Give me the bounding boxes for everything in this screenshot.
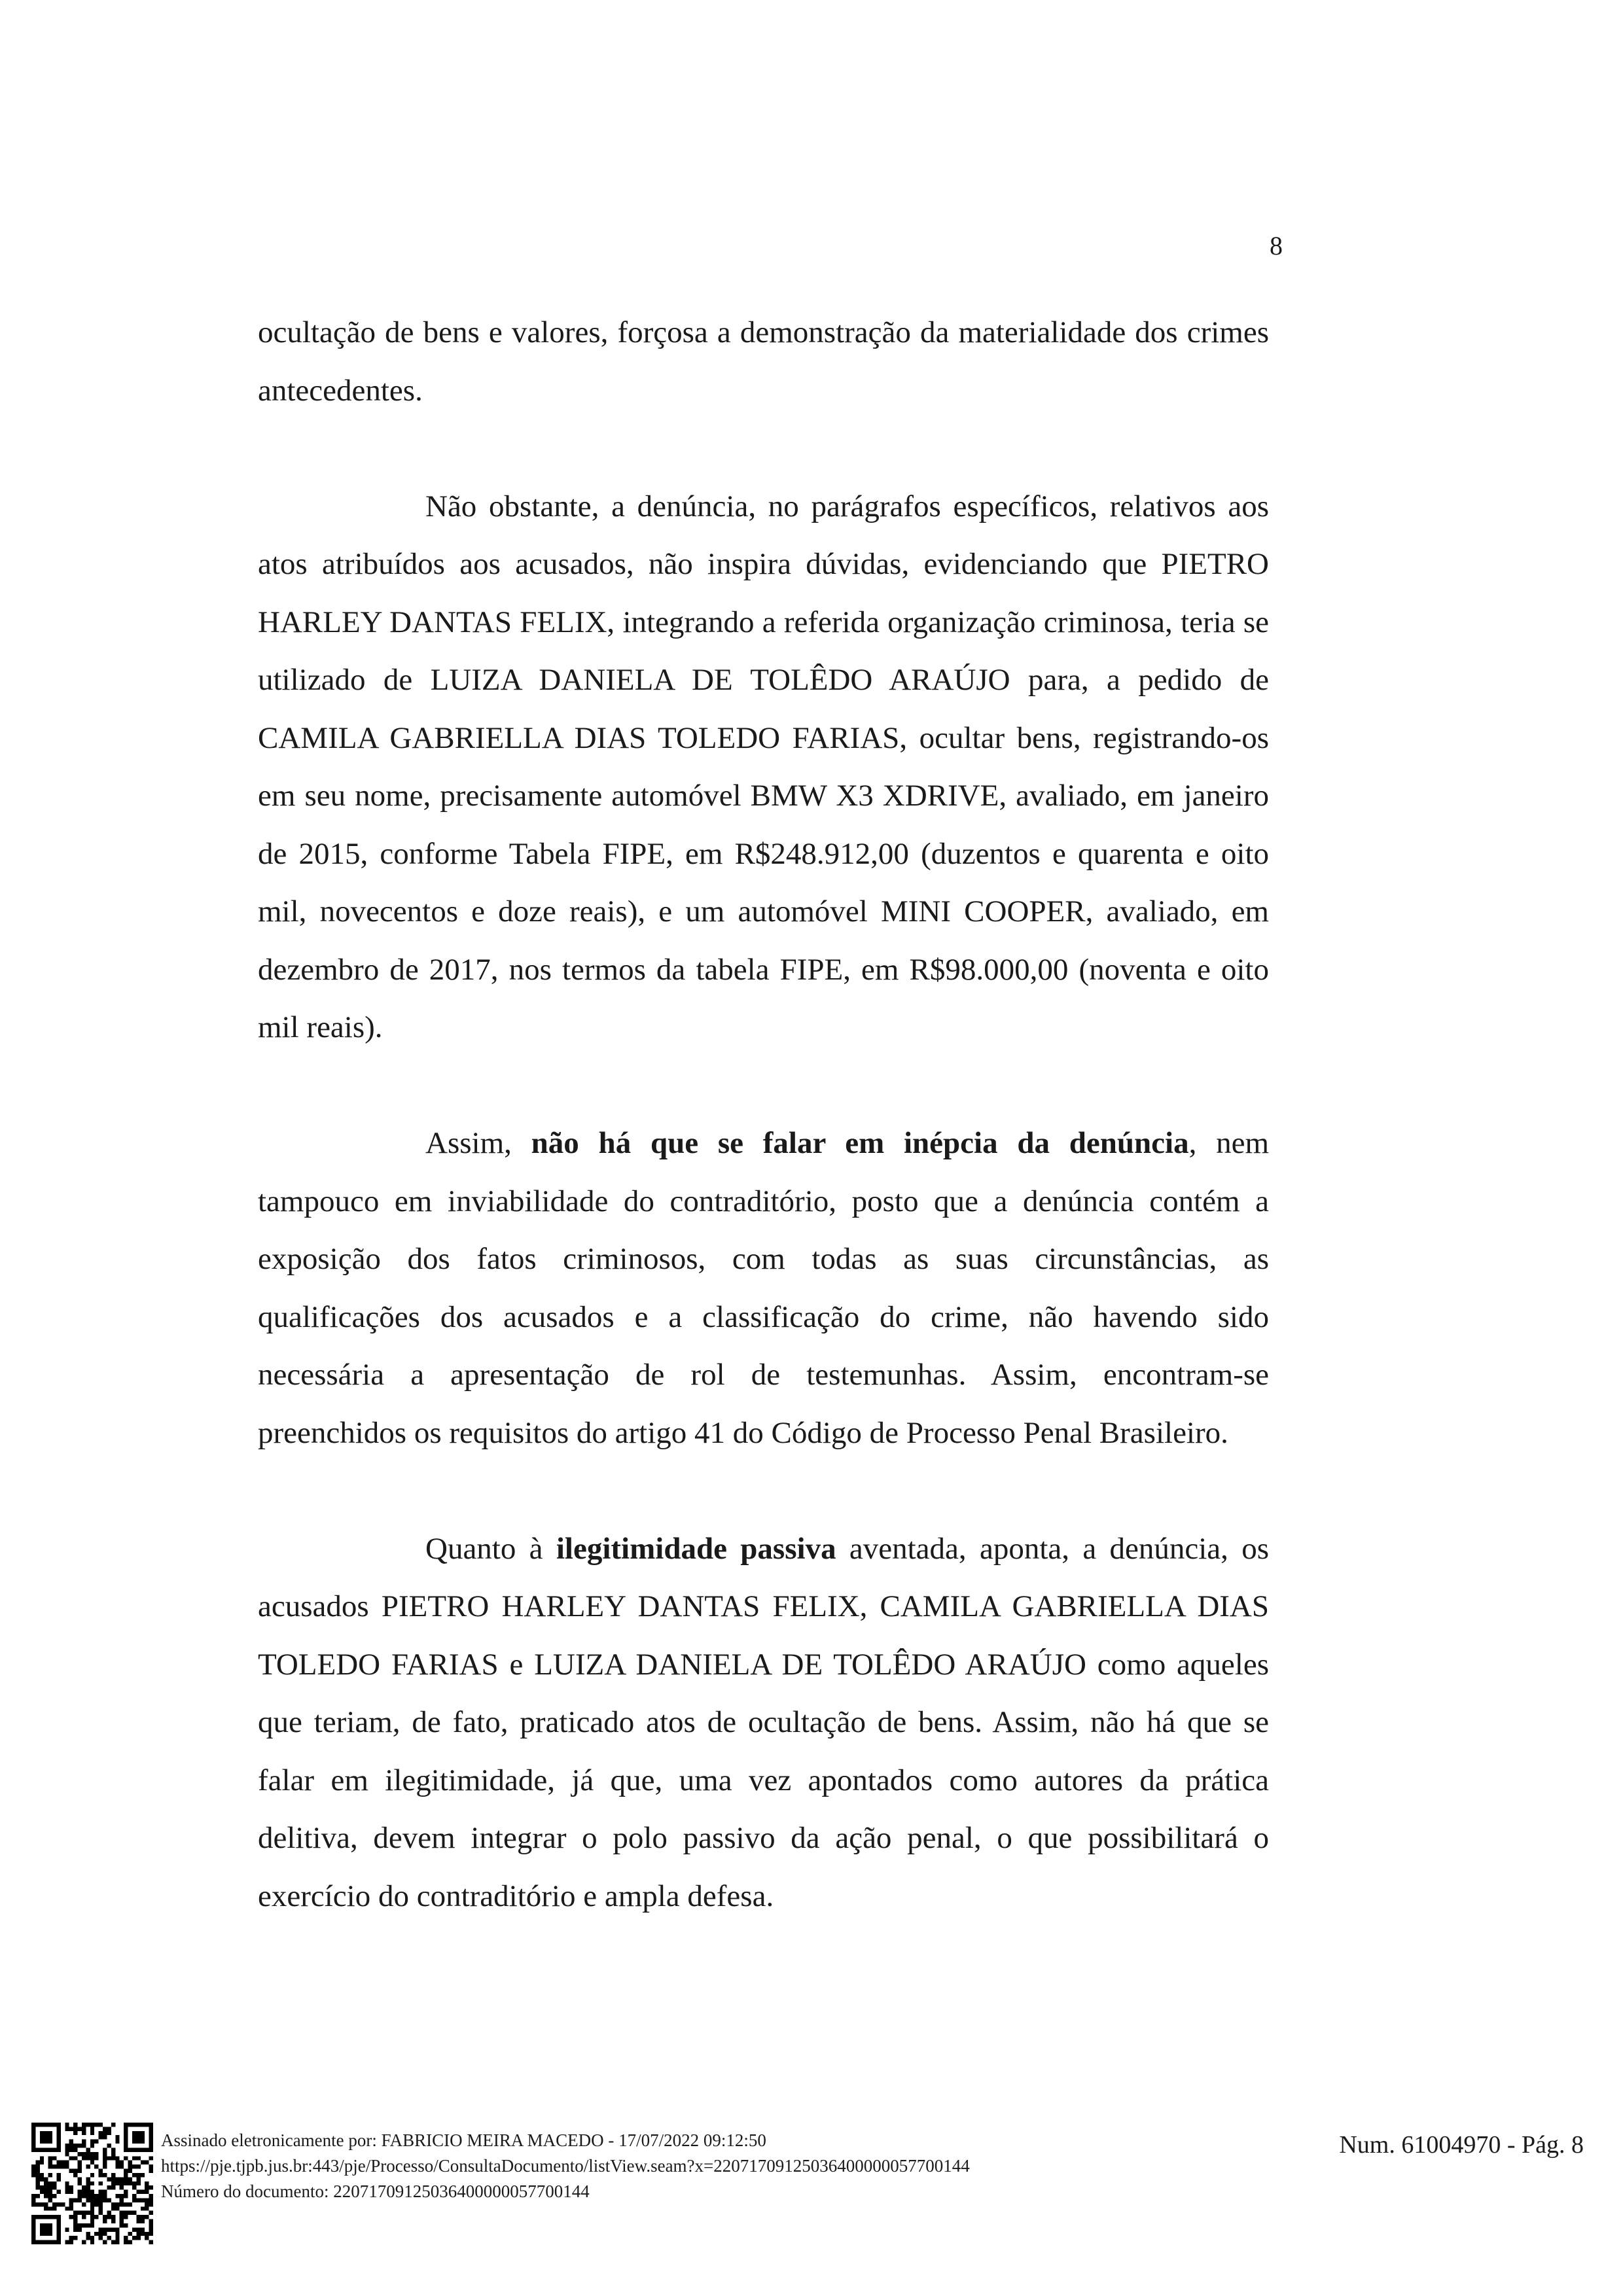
page-number: 8	[1270, 231, 1283, 260]
document-body	[258, 304, 1269, 1925]
text-run: ocultação de bens e valores, forçosa a demonstração da materialidade dos crimes antecedentes.	[258, 315, 1269, 408]
paragraph-4	[258, 1520, 1269, 1926]
paragraph-2	[258, 478, 1269, 1057]
bold-text-run: não há que se falar em inépcia da denúncia	[531, 1126, 1189, 1160]
text-run: , nem tampouco em inviabilidade do contraditório, posto que a denúncia contém a exposição dos fatos criminosos, com todas as suas circunstâncias, as qualificações dos acusados e a classificação do crime, não havendo sido necessária a apresentação de rol de testemunhas. Assim, encontram-se preenchidos os requisitos do artigo 41 do Código de Processo Penal Brasileiro.	[258, 1126, 1270, 1450]
qr-code-icon	[31, 2123, 153, 2244]
document-url[interactable]: https://pje.tjpb.jus.br:443/pje/Processo/ConsultaDocumento/listView.seam?x=22071709125036400000057700144	[161, 2156, 970, 2176]
signature-line: Assinado eletronicamente por: FABRICIO MEIRA MACEDO - 17/07/2022 09:12:50	[161, 2130, 766, 2150]
paragraph-3	[258, 1114, 1269, 1462]
bold-text-run: ilegitimidade passiva	[556, 1531, 836, 1566]
text-run: Não obstante, a denúncia, no parágrafos específicos, relativos aos atos atribuídos aos acusados, não inspira dúvidas, evidenciando que PIETRO HARLEY DANTAS FELIX, integrando a referida organização criminosa, teria se utilizado de LUIZA DANIELA DE TOLÊDO ARAÚJO para, a pedido de CAMILA GABRIELLA DIAS TOLEDO FARIAS, ocultar bens, registrando-os em seu nome, precisamente automóvel BMW X3 XDRIVE, avaliado, em janeiro de 2015, conforme Tabela FIPE, em R$248.912,00 (duzentos e quarenta e oito mil, novecentos e doze reais), e um automóvel MINI COOPER, avaliado, em dezembro de 2017, nos termos da tabela FIPE, em R$98.000,00 (noventa e oito mil reais).	[258, 489, 1269, 1044]
paragraph-1	[258, 304, 1269, 419]
text-run: Quanto à	[425, 1531, 556, 1566]
document-number: Número do documento: 22071709125036400000057700144	[161, 2181, 590, 2201]
signature-block	[161, 2128, 970, 2204]
document-reference: Num. 61004970 - Pág. 8	[1339, 2131, 1584, 2159]
text-run: aventada, aponta, a denúncia, os acusados PIETRO HARLEY DANTAS FELIX, CAMILA GABRIELLA DIAS TOLEDO FARIAS e LUIZA DANIELA DE TOLÊDO ARAÚJO como aqueles que teriam, de fato, praticado atos de ocultação de bens. Assim, não há que se falar em ilegitimidade, já que, uma vez apontados como autores da prática delitiva, devem integrar o polo passivo da ação penal, o que possibilitará o exercício do contraditório e ampla defesa.	[258, 1531, 1270, 1913]
text-run: Assim,	[425, 1126, 531, 1160]
